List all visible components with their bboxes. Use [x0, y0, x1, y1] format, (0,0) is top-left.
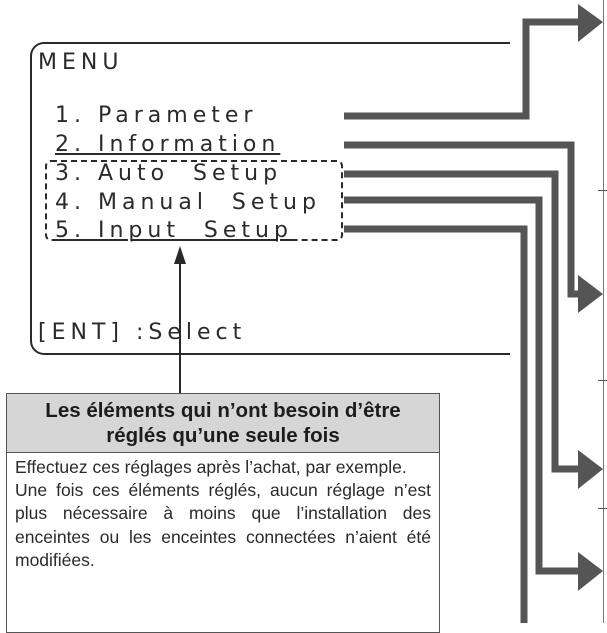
arrowhead-icon: [578, 450, 603, 489]
menu-item-input-setup[interactable]: 5. Input Setup: [55, 218, 293, 243]
callout-heading-line2: réglés qu’une seule fois: [106, 424, 340, 447]
arrowhead-icon: [578, 275, 603, 313]
menu-item-parameter[interactable]: 1. Parameter: [55, 103, 258, 128]
callout-heading: [7, 394, 439, 453]
arrowhead-icon: [578, 552, 603, 591]
menu-item-manual-setup[interactable]: 4. Manual Setup: [55, 190, 321, 215]
menu-footer-hint: [ENT] :Select: [38, 320, 247, 345]
one-time-settings-callout: [6, 393, 440, 633]
menu-title: MENU: [38, 50, 124, 75]
callout-paragraph: Une fois ces éléments réglés, aucun réglage n’est plus nécessaire à moins que l’installation des enceintes ou les enceintes connectées n’aient été modifiées.: [15, 480, 431, 570]
menu-item-auto-setup[interactable]: 3. Auto Setup: [55, 161, 283, 186]
arrow-parameter: [344, 22, 580, 116]
menu-item-information[interactable]: 2. Information: [55, 132, 281, 157]
callout-paragraph: Effectuez ces réglages après l’achat, par exemple.: [15, 457, 407, 477]
pointer-arrow-icon: [174, 246, 186, 393]
callout-body: [7, 453, 439, 572]
callout-heading-line1: Les éléments qui n’ont besoin d’être: [45, 399, 401, 422]
arrowhead-icon: [578, 4, 603, 42]
arrow-information: [344, 145, 580, 294]
